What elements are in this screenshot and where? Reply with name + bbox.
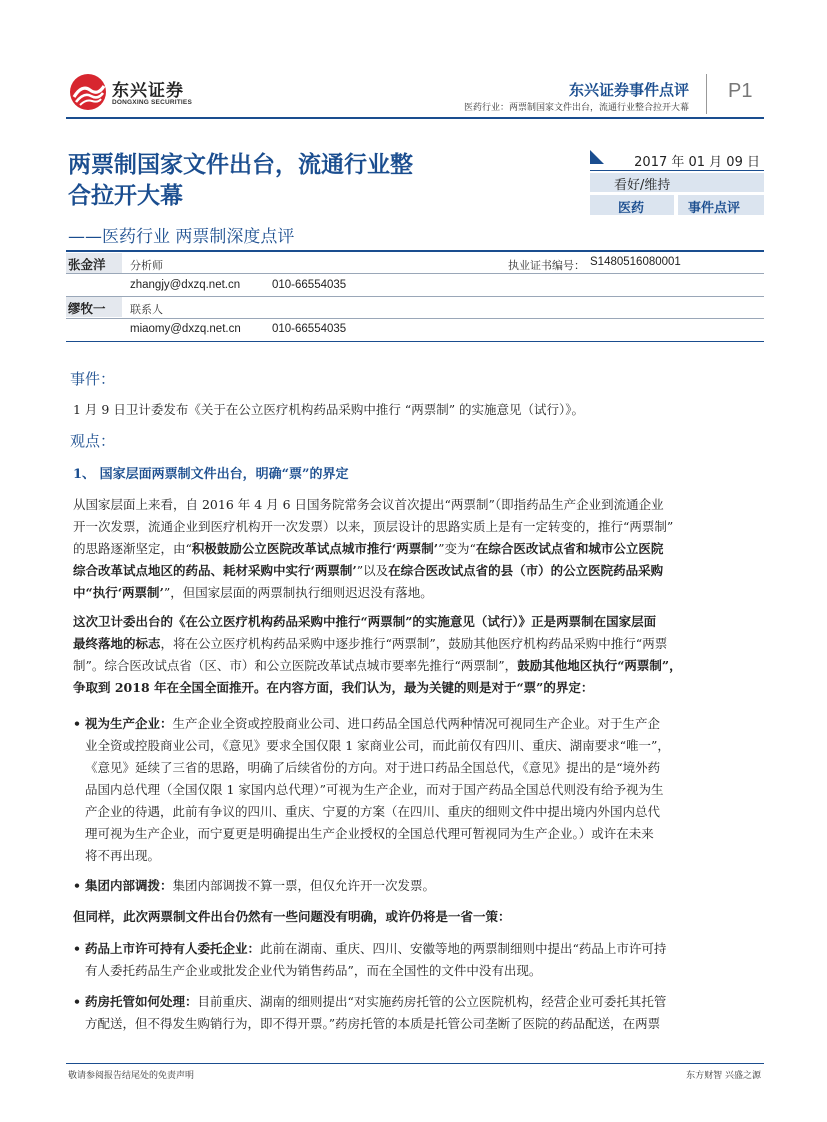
header-rule [66, 117, 764, 119]
rating-text: 看好/维持 [614, 178, 671, 193]
bullet-dot-icon: • [73, 716, 81, 731]
author-1-cert: S1480516080001 [590, 256, 681, 268]
footer-slogan: 东方财智 兴盛之源 [686, 1071, 761, 1081]
author-1-role: 分析师 [130, 259, 163, 272]
bullet-item: • 视为生产企业：生产企业全资或控股商业公司、进口药品全国总代两种情况可视同生产企业。对于生产企 业全资或控股商业公司，《意见》要求全国仅限 1 家商业公司，而此前仅有四川、重庆、湖南要求“唯一”， 《意见》延续了三省的思路，明确了后续省份的方向。对于进口药品全国总代，《意见》提出的是“境外药 品国内总代理（全国仅限 1 家国内总代理）”可视为生产企业，而对于国产药品全国总代则没有给予视为生 产企业的待遇，此前有争议的四川、重庆、宁夏的方案（在四川、重庆的细则文件中提出境内外国内总代 理可视为生产企业，而宁夏更是明确提出生产企业授权的全国总代理可暂视同为生产企业。）或许在未来 将不再出现。 [73, 713, 763, 867]
main-title-line1: 两票制国家文件出台，流通行业整 [68, 152, 413, 178]
logo-emblem-icon [68, 72, 108, 112]
author-row-rule [66, 296, 764, 297]
logo-cn-text: 东兴证券 [112, 81, 184, 101]
footer-rule [66, 1063, 764, 1064]
author-row-rule [66, 318, 764, 319]
main-title-line2: 合拉开大幕 [68, 183, 183, 209]
author-1-name: 张金洋 [68, 257, 106, 272]
author-1-email[interactable]: zhangjy@dxzq.net.cn [130, 279, 241, 291]
author-2-role: 联系人 [130, 303, 163, 316]
para1-line: 综合改革试点地区的药品、耗材采购中实行‘两票制’”以及在综合医改试点省的县（市）的公立医院药品采购 [73, 563, 664, 578]
sector-text: 医药 [618, 201, 645, 216]
paragraph-2 [73, 611, 763, 699]
bullet-dot-icon: • [73, 994, 81, 1009]
company-logo [68, 72, 218, 112]
para2-line: 最终落地的标志，将在公立医疗机构药品采购中逐步推行“两票制”，鼓励其他医疗机构药品采购中推行“两票 [73, 636, 668, 651]
logo-en-text: DONGXING SECURITIES [112, 99, 193, 106]
author-2-name: 缪牧一 [68, 301, 106, 316]
report-subtitle: 医药行业：两票制国家文件出台，流通行业整合拉开大幕 [463, 103, 689, 113]
type-cell [678, 195, 764, 215]
report-date: 2017 年 01 月 09 日 [634, 155, 760, 170]
author-row-rule [66, 273, 764, 274]
point1-heading: 1、 国家层面两票制文件出台，明确“票”的界定 [73, 467, 349, 482]
info-box [590, 150, 764, 216]
page-number: P1 [728, 80, 753, 102]
para2-line: 制”。综合医改试点省（区、市）和公立医院改革试点城市要率先推行“两票制”，鼓励其他地区执行“两票制”， [73, 658, 682, 673]
sub-title: ——医药行业 两票制深度点评 [68, 227, 295, 247]
bullet-item: • 药品上市许可持有人委托企业：此前在湖南、重庆、四川、安徽等地的两票制细则中提出“药品上市许可持 有人委托药品生产企业或批发企业代为销售药品”，而在全国性的文件中没有出现。 [73, 938, 763, 982]
footer-disclaimer: 敬请参阅报告结尾处的免责声明 [68, 1071, 195, 1081]
rating-cell [590, 173, 764, 192]
header-divider-vertical [706, 74, 707, 114]
bullet-item: • 集团内部调拨：集团内部调拨不算一票，但仅允许开一次发票。 [73, 875, 763, 897]
date-corner-icon [590, 150, 604, 164]
paragraph-3: 但同样，此次两票制文件出台仍然有一些问题没有明确，或许仍将是一省一策： [73, 909, 511, 924]
main-title [68, 150, 413, 212]
bullet-dot-icon: • [73, 941, 81, 956]
event-text: 1 月 9 日卫计委发布《关于在公立医疗机构药品采购中推行 “两票制” 的实施意见（试行）》。 [73, 402, 585, 417]
type-text: 事件点评 [688, 201, 741, 216]
view-heading: 观点： [70, 432, 116, 450]
author-top-rule [66, 250, 764, 252]
author-1-phone: 010-66554035 [272, 279, 347, 291]
sector-cell [590, 195, 674, 215]
para2-line: 这次卫计委出台的《在公立医疗机构药品采购中推行“两票制”的实施意见（试行）》正是两票制在国家层面 [73, 614, 657, 629]
para1-line: 开一次发票，流通企业到医疗机构开一次发票）以来，顶层设计的思路实质上是有一定转变的，推行“两票制” [73, 519, 674, 534]
bullet-dot-icon: • [73, 878, 81, 893]
para1-line: 从国家层面上来看，自 2016 年 4 月 6 日国务院常务会议首次提出“两票制”（即指药品生产企业到流通企业 [73, 497, 664, 512]
bullet-item: • 药房托管如何处理：目前重庆、湖南的细则提出“对实施药房托管的公立医院机构，经营企业可委托其托管 方配送，但不得发生购销行为，即不得开票。”药房托管的本质是托管公司垄断了医院的药品配送，在两票 [73, 991, 763, 1035]
author-2-phone: 010-66554035 [272, 323, 347, 335]
event-heading: 事件： [70, 370, 116, 388]
author-bottom-rule [66, 341, 764, 342]
paragraph-1 [73, 494, 763, 604]
report-type: 东兴证券事件点评 [568, 81, 689, 99]
author-1-cert-label: 执业证书编号： [508, 259, 585, 272]
para1-line: 的思路逐渐坚定，由“积极鼓励公立医院改革试点城市推行‘两票制’”变为“在综合医改试点省和城市公立医院 [73, 541, 664, 556]
para1-line: 中“执行‘两票制’”，但国家层面的两票制执行细则迟迟没有落地。 [73, 585, 433, 600]
para2-line: 争取到 2018 年在全国全面推开。在内容方面，我们认为，最为关键的则是对于“票”的界定： [73, 680, 594, 695]
date-underline [590, 170, 764, 171]
author-2-email[interactable]: miaomy@dxzq.net.cn [130, 323, 241, 335]
